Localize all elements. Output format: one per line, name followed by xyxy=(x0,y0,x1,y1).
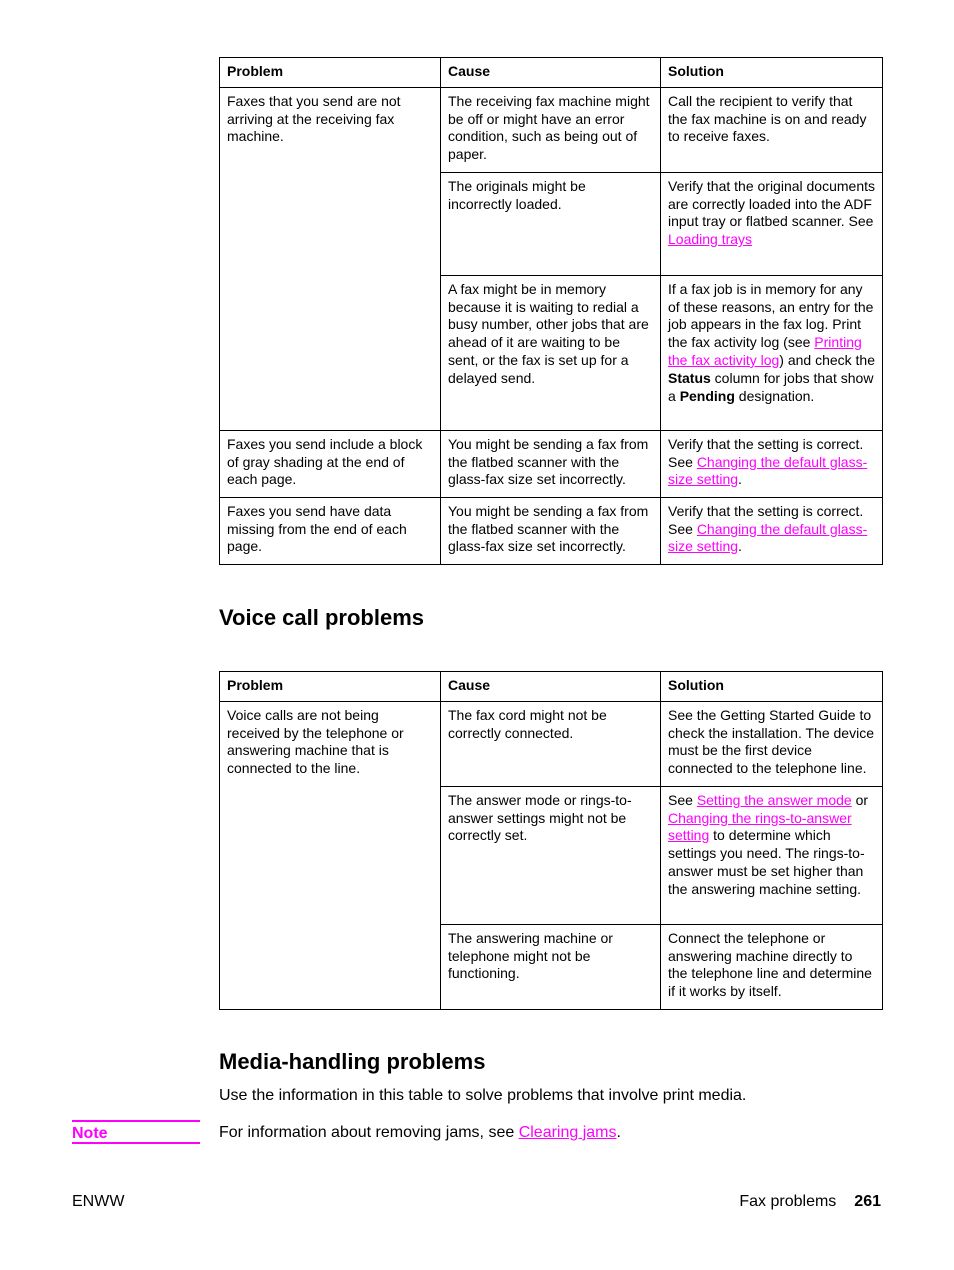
solution-cell xyxy=(661,275,883,430)
page-number: 261 xyxy=(854,1193,881,1210)
media-intro-text: Use the information in this table to solve problems that involve print media. xyxy=(219,1087,747,1104)
solution-cell: Connect the telephone or answering machine directly to the telephone line and determine if it works by itself. xyxy=(661,924,883,1009)
loading-trays-link[interactable]: Loading trays xyxy=(668,231,753,248)
fax-problems-table xyxy=(219,57,883,565)
cause-cell: The answering machine or telephone might not be functioning. xyxy=(441,924,661,1009)
solution-text: column for jobs that show a xyxy=(668,369,874,404)
table-header-row xyxy=(220,672,883,702)
cause-cell: The originals might be incorrectly loaded. xyxy=(441,172,661,275)
table-row xyxy=(220,87,883,172)
problem-cell: Faxes you send have data missing from the end of each page. xyxy=(220,497,441,564)
glass-size-setting-link[interactable]: Changing the default glass-size setting xyxy=(668,453,868,488)
note-text xyxy=(219,1123,621,1143)
footer-right xyxy=(739,1192,881,1212)
solution-text: Verify that the setting is correct. See xyxy=(668,502,864,537)
solution-cell xyxy=(661,497,883,564)
clearing-jams-link[interactable]: Clearing jams xyxy=(518,1124,617,1141)
cause-cell: The answer mode or rings-to-answer settings might not be correctly set. xyxy=(441,786,661,924)
header-problem: Problem xyxy=(220,672,441,702)
status-keyword: Status xyxy=(668,369,711,386)
solution-cell xyxy=(661,172,883,275)
solution-cell: See the Getting Started Guide to check the installation. The device must be the first device connected to the telephone line. xyxy=(661,701,883,786)
pending-keyword: Pending xyxy=(679,387,735,404)
note-text-pre: For information about removing jams, see xyxy=(219,1124,519,1141)
solution-text: . xyxy=(738,538,742,555)
solution-cell xyxy=(661,430,883,497)
solution-text: . xyxy=(738,471,742,488)
solution-text: If a fax job is in memory for any of these reasons, an entry for the job appears in the fax log. Print the fax activity log (see xyxy=(668,280,874,351)
footer-left: ENWW xyxy=(72,1193,125,1210)
solution-cell xyxy=(661,786,883,924)
solution-text: Verify that the setting is correct. See xyxy=(668,435,864,470)
header-solution: Solution xyxy=(661,672,883,702)
table-row xyxy=(220,497,883,564)
fax-activity-log-link[interactable]: Printing the fax activity log xyxy=(668,334,862,368)
table-row xyxy=(220,701,883,786)
header-solution: Solution xyxy=(661,58,883,88)
solution-text: See xyxy=(668,791,697,808)
solution-text: ) and check the xyxy=(779,351,876,368)
rings-to-answer-link[interactable]: Changing the rings-to-answer setting xyxy=(668,809,852,844)
problem-cell: Voice calls are not being received by the telephone or answering machine that is connected to the line. xyxy=(220,701,441,1009)
table-row xyxy=(220,430,883,497)
header-cause: Cause xyxy=(441,58,661,88)
cause-cell: You might be sending a fax from the flatbed scanner with the glass-fax size set incorrectly. xyxy=(441,497,661,564)
media-handling-heading: Media-handling problems xyxy=(219,1049,486,1074)
glass-size-setting-link[interactable]: Changing the default glass-size setting xyxy=(668,520,868,555)
footer-section: Fax problems xyxy=(739,1193,837,1210)
solution-text: or xyxy=(851,791,869,808)
cause-cell: The receiving fax machine might be off or might have an error condition, such as being out of paper. xyxy=(441,87,661,172)
header-cause: Cause xyxy=(441,672,661,702)
note-label: Note xyxy=(72,1120,200,1144)
solution-text: Verify that the original documents are correctly loaded into the ADF input tray or flatbed scanner. See xyxy=(668,177,876,230)
note-text-post: . xyxy=(616,1124,621,1141)
problem-cell: Faxes that you send are not arriving at the receiving fax machine. xyxy=(220,87,441,430)
solution-cell: Call the recipient to verify that the fax machine is on and ready to receive faxes. xyxy=(661,87,883,172)
voice-problems-table xyxy=(219,671,883,1010)
table-header-row xyxy=(220,58,883,88)
solution-text: to determine which settings you need. The rings-to-answer must be set higher than the answering machine setting. xyxy=(668,827,865,897)
cause-cell: The fax cord might not be correctly connected. xyxy=(441,701,661,786)
solution-text: designation. xyxy=(734,387,815,404)
cause-cell: You might be sending a fax from the flatbed scanner with the glass-fax size set incorrectly. xyxy=(441,430,661,497)
cause-cell: A fax might be in memory because it is waiting to redial a busy number, other jobs that are ahead of it are waiting to be sent, or the fax is set up for a delayed send. xyxy=(441,275,661,430)
answer-mode-link[interactable]: Setting the answer mode xyxy=(696,791,852,808)
problem-cell: Faxes you send include a block of gray shading at the end of each page. xyxy=(220,430,441,497)
header-problem: Problem xyxy=(220,58,441,88)
voice-call-heading: Voice call problems xyxy=(219,605,425,630)
